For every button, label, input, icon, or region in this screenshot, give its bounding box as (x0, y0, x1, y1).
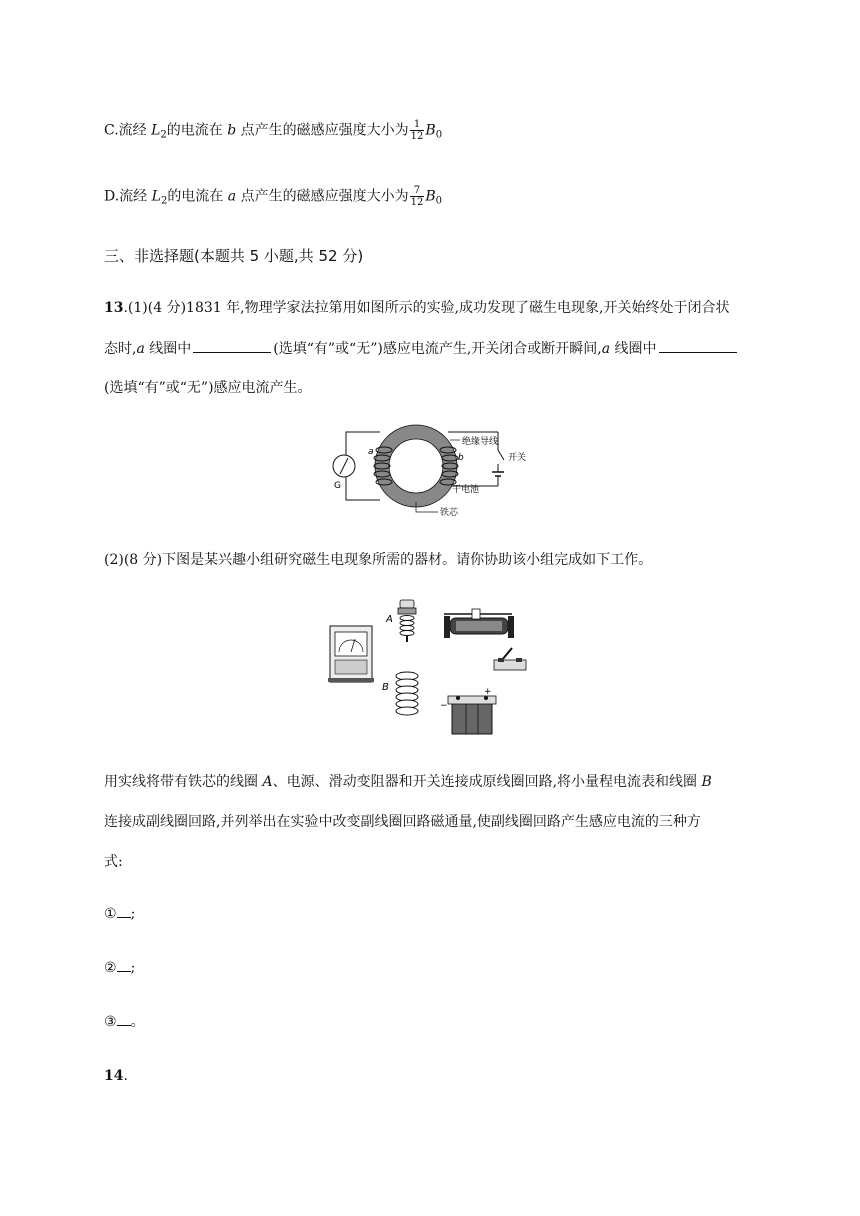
label-core: 铁芯 (440, 508, 459, 518)
label-g: G (334, 481, 341, 491)
way-2: ② ; (104, 960, 136, 976)
faraday-ring-figure (320, 420, 540, 520)
coil-a-icon (398, 600, 416, 642)
ammeter-icon (328, 626, 374, 682)
knife-switch-icon (494, 648, 526, 670)
q13-part2-line-3: 连接成副线圈回路,并列举出在实验中改变副线圈回路磁通量,使副线圈回路产生感应电流的三种方 (104, 814, 701, 830)
fraction: $\frac{1}{12}$ (410, 119, 424, 142)
option-d: D.流经 $L_2$的电流在 a 点产生的磁感应强度大小为 $\frac{7}{12}$ $B_0$ (104, 185, 442, 208)
way-3-blank[interactable] (117, 1013, 131, 1026)
answer-blank-2[interactable] (659, 338, 737, 353)
q13-part2-line-4: 式: (104, 854, 123, 870)
way-2-blank[interactable] (117, 959, 131, 972)
q13-part2-line-1: (2)(8 分)下图是某兴趣小组研究磁生电现象所需的器材。请你协助该小组完成如下工作。 (104, 552, 653, 568)
svg-text:b: b (458, 453, 464, 463)
label-minus: − (440, 701, 448, 711)
q13-part2-line-2: 用实线将带有铁芯的线圈 A、电源、滑动变阻器和开关连接成原线圈回路,将小量程电流表和线圈 B (104, 774, 712, 790)
question-number: 13 (104, 300, 124, 316)
label-plus: + (484, 687, 492, 697)
apparatus-figure (326, 596, 536, 746)
label-battery: 干电池 (452, 485, 480, 495)
way-1: ① ; (104, 906, 136, 922)
label-switch: 开关 (508, 453, 527, 463)
way-1-blank[interactable] (117, 905, 131, 918)
q13-line-1: 13.(1)(4 分)1831 年,物理学家法拉第用如图所示的实验,成功发现了磁生电现象,开关始终处于闭合状 (104, 300, 730, 316)
fraction: $\frac{7}{12}$ (410, 185, 424, 208)
question-number: 14 (104, 1068, 124, 1084)
option-c: C.流经 $L_2$的电流在 b 点产生的磁感应强度大小为 $\frac{1}{12}$ $B_0$ (104, 119, 443, 142)
q13-line-2: 态时,a 线圈中 (选填“有”或“无”)感应电流产生,开关闭合或断开瞬间,a 线圈中 (104, 338, 739, 359)
rheostat-icon (444, 609, 514, 638)
label-a: A (386, 614, 393, 625)
label-wire: 绝缘导线 (462, 437, 499, 447)
q14: 14. (104, 1068, 128, 1084)
coil-b-icon (396, 672, 418, 715)
q13-line-3: (选填“有”或“无”)感应电流产生。 (104, 380, 312, 396)
way-3: ③ 。 (104, 1014, 145, 1030)
svg-text:a: a (368, 447, 374, 457)
battery-icon (448, 696, 496, 734)
iron-core-ring (382, 432, 450, 500)
answer-blank-1[interactable] (193, 338, 271, 353)
section-title: 三、非选择题(本题共 5 小题,共 52 分) (104, 247, 364, 265)
label-b: B (382, 682, 389, 693)
